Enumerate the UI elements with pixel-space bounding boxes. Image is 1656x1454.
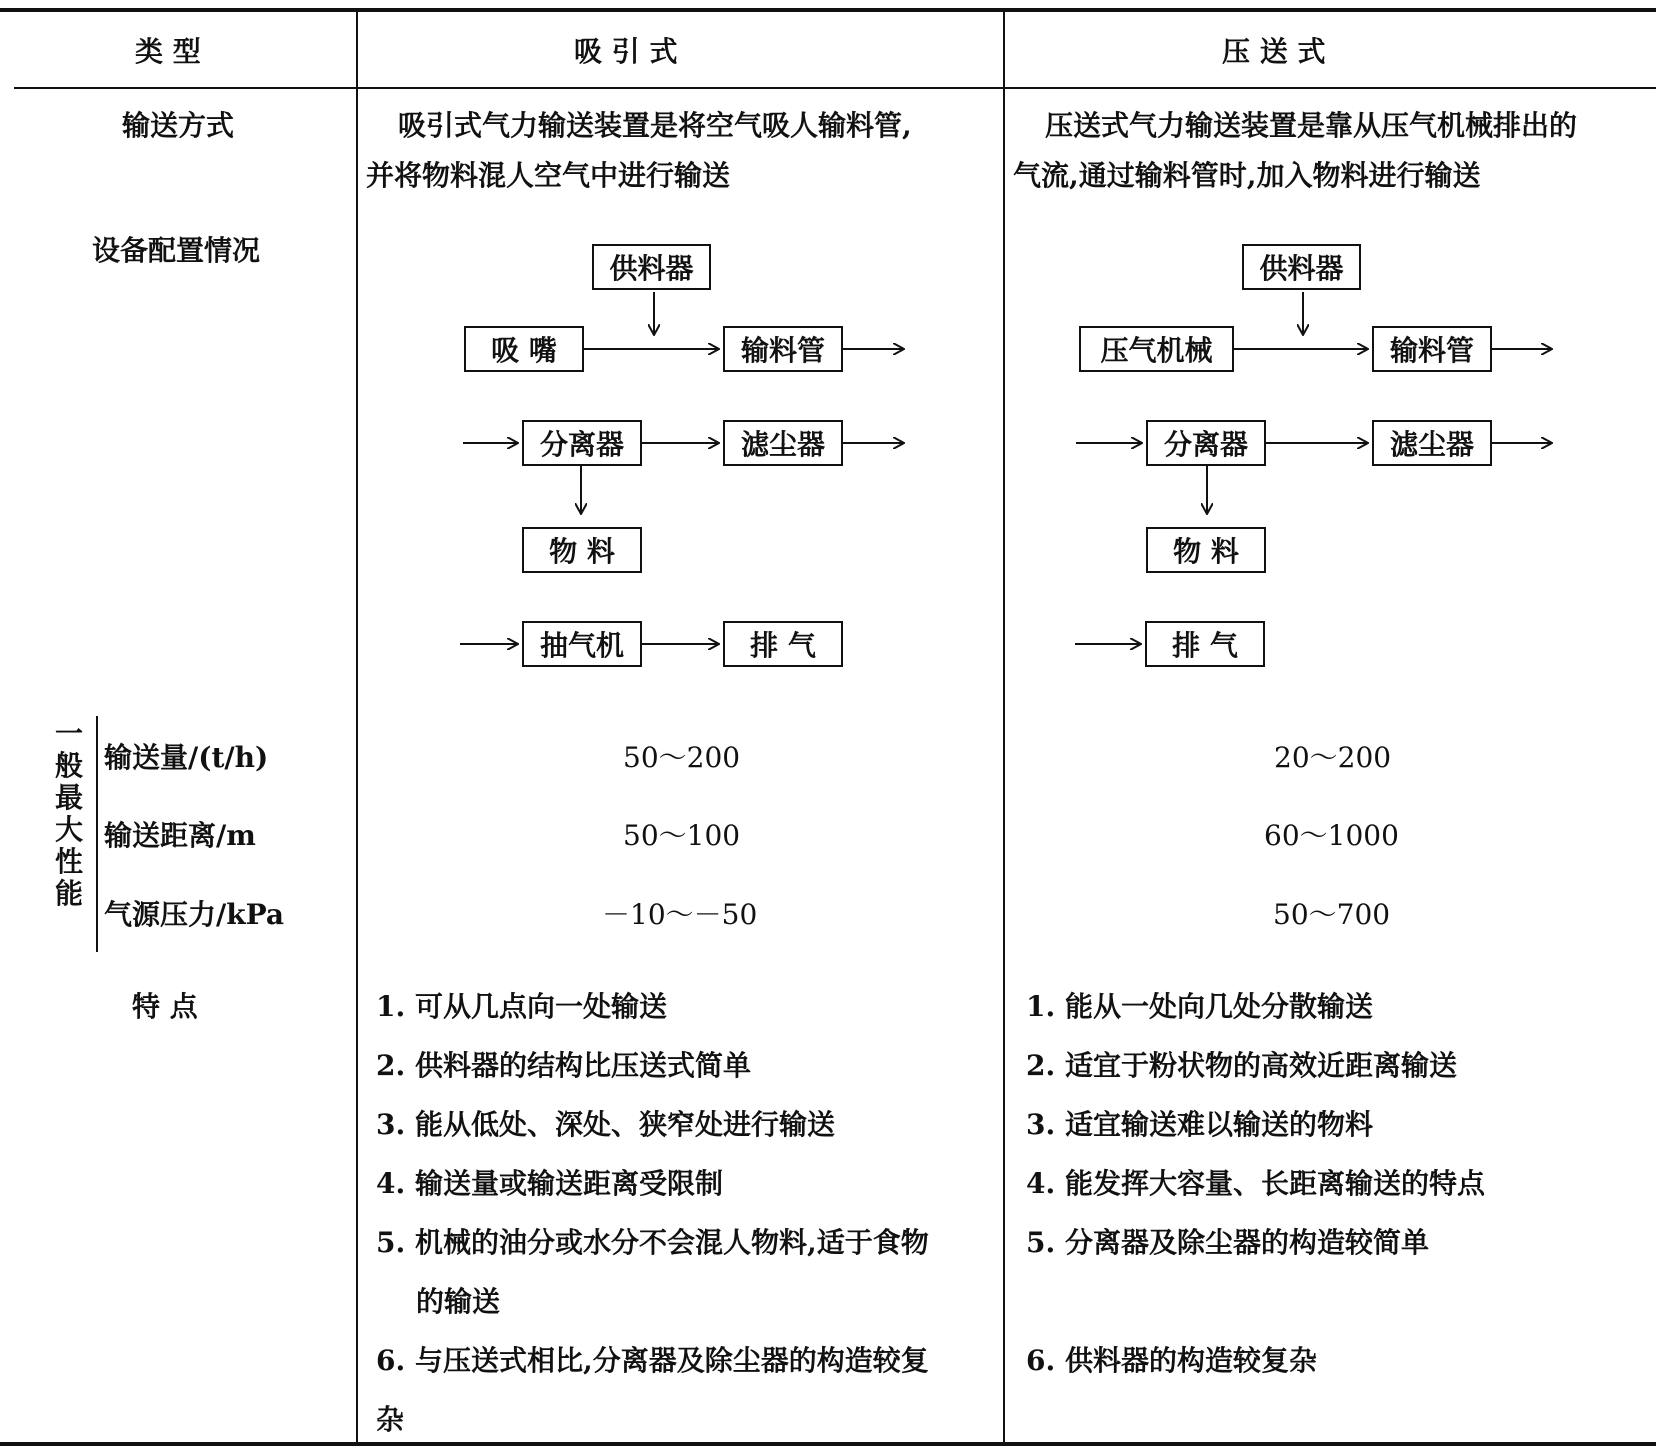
suction-feature-5: 5. 机械的油分或水分不会混人物料,适于食物 — [376, 1226, 929, 1259]
pressure-box-dust-filter: 滤尘器 — [1372, 420, 1492, 466]
label-config: 设备配置情况 — [92, 234, 261, 267]
suction-feature-1: 1. 可从几点向一处输送 — [376, 990, 667, 1023]
header-pressure: 压 送 式 — [1222, 35, 1326, 68]
perf-char: 能 — [54, 877, 83, 910]
pressure-feature-3: 3. 适宜输送难以输送的物料 — [1026, 1108, 1373, 1141]
suction-feature-3: 3. 能从低处、深处、狭窄处进行输送 — [376, 1108, 835, 1141]
pressure-box-pipe: 输料管 — [1372, 326, 1492, 372]
label-method: 输送方式 — [122, 109, 235, 142]
pressure-feature-2: 2. 适宜于粉状物的高效近距离输送 — [1026, 1049, 1457, 1082]
pressure-box-compressor: 压气机械 — [1079, 326, 1234, 372]
suction-distance: 50～100 — [623, 819, 741, 852]
suction-box-dust-filter: 滤尘器 — [723, 420, 843, 466]
pressure-feature-1: 1. 能从一处向几处分散输送 — [1026, 990, 1373, 1023]
suction-box-feeder: 供料器 — [592, 244, 711, 290]
suction-air-pressure: －10～－50 — [602, 898, 758, 931]
perf-char: 大 — [54, 813, 83, 846]
suction-box-exhauster: 抽气机 — [522, 621, 642, 667]
pressure-distance: 60～1000 — [1264, 819, 1399, 852]
label-distance: 输送距离/m — [104, 819, 256, 852]
pressure-box-exhaust: 排 气 — [1145, 621, 1265, 667]
pressure-capacity: 20～200 — [1274, 741, 1392, 774]
pressure-feature-4: 4. 能发挥大容量、长距离输送的特点 — [1026, 1167, 1485, 1200]
perf-char: 性 — [54, 845, 83, 878]
label-capacity: 输送量/(t/h) — [104, 741, 269, 774]
pressure-method-line2: 气流,通过输料管时,加入物料进行输送 — [1013, 159, 1481, 192]
suction-method-line1: 吸引式气力输送装置是将空气吸人输料管, — [398, 109, 912, 142]
header-suction: 吸 引 式 — [574, 35, 678, 68]
suction-feature-6: 6. 与压送式相比,分离器及除尘器的构造较复 — [376, 1344, 929, 1377]
suction-box-nozzle: 吸 嘴 — [464, 326, 584, 372]
label-features: 特 点 — [132, 990, 198, 1023]
pressure-feature-5: 5. 分离器及除尘器的构造较简单 — [1026, 1226, 1429, 1259]
pressure-box-material: 物 料 — [1146, 527, 1266, 573]
suction-method-line2: 并将物料混人空气中进行输送 — [366, 159, 731, 192]
suction-feature-2: 2. 供料器的结构比压送式简单 — [376, 1049, 751, 1082]
pressure-feature-6: 6. 供料器的构造较复杂 — [1026, 1344, 1317, 1377]
perf-char: 一 — [54, 717, 83, 750]
pressure-box-separator: 分离器 — [1146, 420, 1266, 466]
suction-feature-6-cont: 杂 — [376, 1403, 405, 1436]
suction-box-separator: 分离器 — [522, 420, 642, 466]
suction-box-pipe: 输料管 — [723, 326, 843, 372]
pressure-box-feeder: 供料器 — [1242, 244, 1361, 290]
suction-box-exhaust: 排 气 — [723, 621, 843, 667]
suction-box-material: 物 料 — [522, 527, 642, 573]
header-type: 类 型 — [135, 35, 201, 68]
pressure-method-line1: 压送式气力输送装置是靠从压气机械排出的 — [1045, 109, 1578, 142]
label-air-pressure: 气源压力/kPa — [104, 898, 285, 931]
suction-capacity: 50～200 — [623, 741, 741, 774]
perf-char: 般 — [54, 749, 83, 782]
suction-feature-4: 4. 输送量或输送距离受限制 — [376, 1167, 723, 1200]
suction-feature-5-cont: 的输送 — [416, 1285, 501, 1318]
perf-char: 最 — [54, 781, 83, 814]
pressure-air-pressure: 50～700 — [1273, 898, 1391, 931]
